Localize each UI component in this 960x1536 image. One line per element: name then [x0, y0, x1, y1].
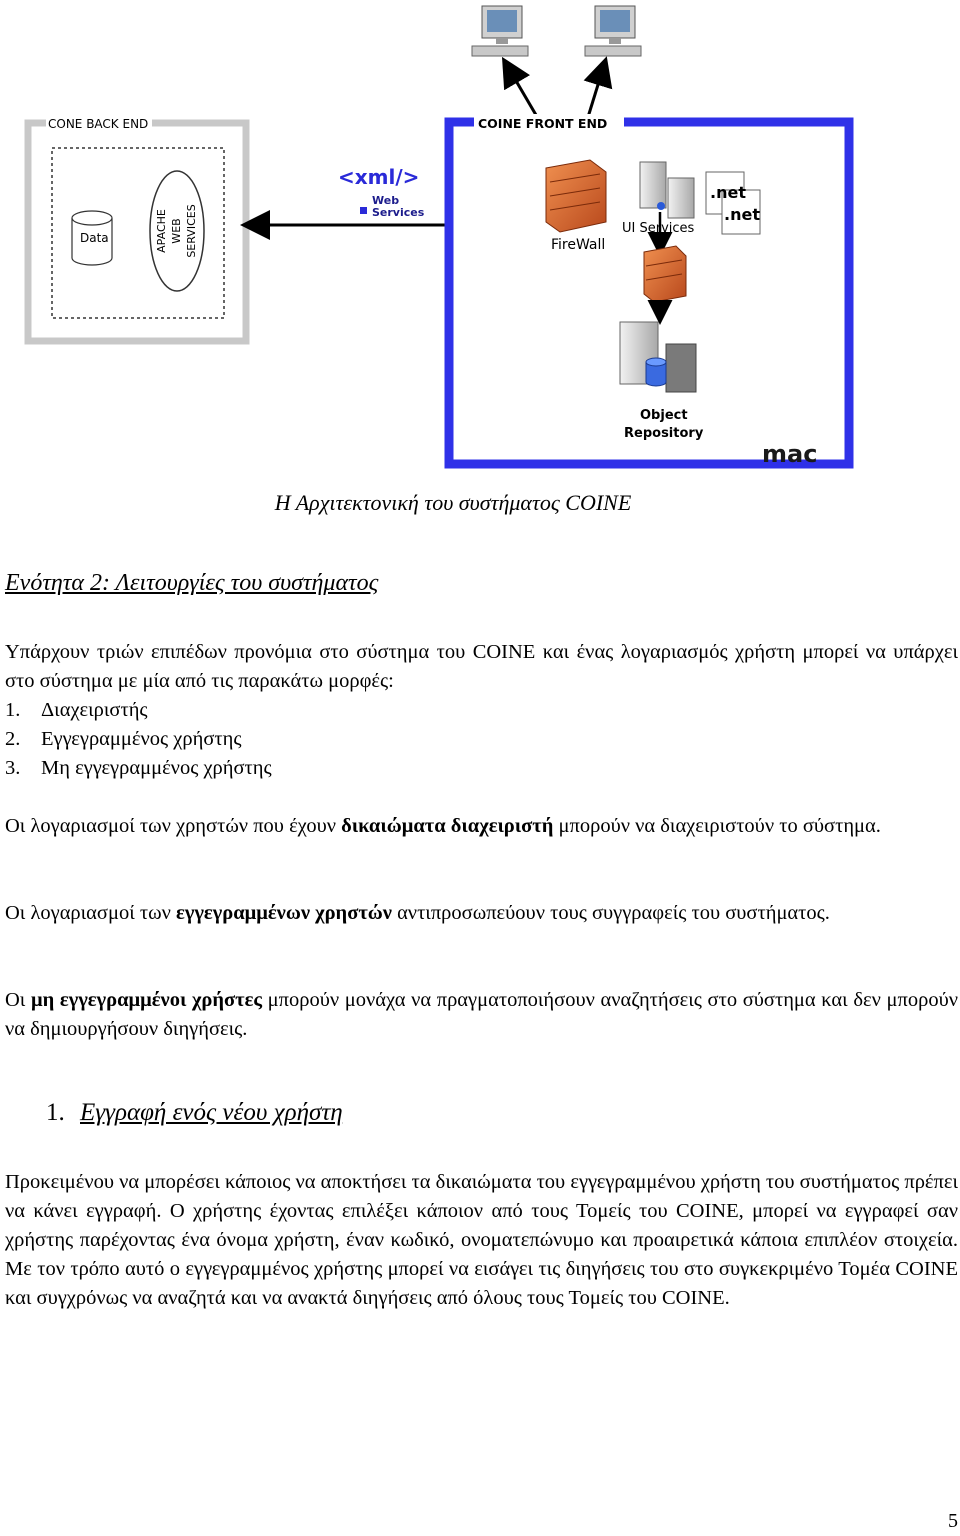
registered-paragraph-text: Οι λογαριασμοί των — [5, 902, 176, 924]
firewall-icon — [546, 160, 606, 232]
architecture-diagram — [0, 0, 960, 480]
subsection-heading — [46, 1099, 343, 1127]
object-repository-line1: Object — [640, 408, 688, 423]
back-end-box — [28, 123, 246, 341]
intro-paragraph-text: Υπάρχουν τριών επιπέδων προνόμια στο σύστημα του COINE και ένας λογαριασμός χρήστη μπορεί να υπάρχει στο σύστημα με μία από τις παρακάτω μορφές: — [5, 641, 958, 692]
ui-services-label: UI Services — [622, 221, 695, 236]
firewall-label: FireWall — [551, 237, 606, 253]
unregistered-paragraph-bold: μη εγγεγραμμένοι χρήστες — [30, 989, 263, 1011]
client-computer-left-icon — [472, 6, 528, 56]
intro-paragraph — [5, 638, 958, 696]
apache-label-line2: WEB — [170, 218, 183, 244]
page-number: 5 — [948, 1510, 958, 1532]
list-item-text: Μη εγγεγραμμένος χρήστης — [41, 757, 272, 779]
registration-paragraph — [5, 1168, 958, 1313]
apache-label-line1: APACHE — [155, 209, 168, 253]
inner-firewall-icon — [644, 246, 686, 302]
object-repository-line2: Repository — [624, 426, 704, 441]
net-label-back: .net — [710, 183, 746, 202]
section-title: Ενότητα 2: Λειτουργίες του συστήματος — [5, 570, 379, 596]
unregistered-paragraph-text-end: μπορούν μονάχα να πραγματοποιήσουν αναζητήσεις στο σύστημα και δεν μπορούν να δημιουργήσουν διηγήσεις. — [5, 989, 958, 1040]
unregistered-paragraph-text: Οι — [5, 989, 31, 1011]
list-item — [5, 725, 241, 754]
mac-logo: mac — [762, 440, 818, 468]
xml-label: <xml/> — [338, 165, 420, 189]
admin-paragraph-text-end: μπορούν να διαχειριστούν το σύστημα. — [553, 815, 881, 837]
list-item-number: 1. — [5, 699, 21, 721]
list-item-text: Εγγεγραμμένος χρήστης — [41, 728, 242, 750]
admin-paragraph-text: Οι λογαριασμοί των χρηστών που έχουν — [5, 815, 342, 837]
registered-paragraph — [5, 899, 958, 928]
data-label: Data — [80, 231, 109, 245]
registered-paragraph-bold: εγγεγραμμένων χρηστών — [175, 902, 392, 924]
list-item — [5, 754, 272, 783]
front-end-label: COINE FRONT END — [478, 116, 608, 131]
list-item — [5, 696, 148, 725]
web-services-line1: Web — [372, 194, 400, 207]
admin-paragraph-bold: δικαιώματα διαχειριστή — [341, 815, 554, 837]
list-item-text: Διαχειριστής — [41, 699, 148, 721]
net-label-front: .net — [724, 205, 760, 224]
apache-label-line3: SERVICES — [185, 204, 198, 258]
back-end-label: CONE BACK END — [48, 117, 149, 131]
unregistered-paragraph — [5, 986, 958, 1044]
registration-paragraph-text: Προκειμένου να μπορέσει κάποιος να αποκτήσει τα δικαιώματα του εγγεγραμμένου χρήστη του συστήματος πρέπει να κάνει εγγραφή. Ο χρήστης έχοντας επιλέξει κάποιον από τους Τομείς του COINE, μπορεί να εγγραφεί σαν χρήστης παρέχοντας ένα όνομα χρήστη, έναν κωδικό, ονοματεπώνυμο και προαιρετικά κάποια επιπλέον στοιχεία. Με τον τρόπο αυτό ο εγγεγραμμένος χρήστης μπορεί να εισάγει τις διηγήσεις του στο συγκεκριμένο Τομέα COINE και συγχρόνως να αναζητά και να ανακτά διηγήσεις από όλους τους Τομείς του COINE. — [5, 1171, 959, 1309]
list-item-number: 3. — [5, 757, 21, 779]
web-services-line2: Services — [372, 206, 425, 219]
client-computer-right-icon — [585, 6, 641, 56]
web-services-logo-icon — [360, 194, 425, 219]
subsection-title: Εγγραφή ενός νέου χρήστη — [80, 1099, 343, 1126]
list-item-number: 2. — [5, 728, 21, 750]
figure-caption: Η Αρχιτεκτονική του συστήματος COINE — [274, 490, 632, 515]
registered-paragraph-text-end: αντιπροσωπεύουν τους συγγραφείς του συστήματος. — [391, 902, 830, 924]
subsection-number: 1. — [46, 1099, 65, 1126]
admin-paragraph — [5, 812, 958, 841]
